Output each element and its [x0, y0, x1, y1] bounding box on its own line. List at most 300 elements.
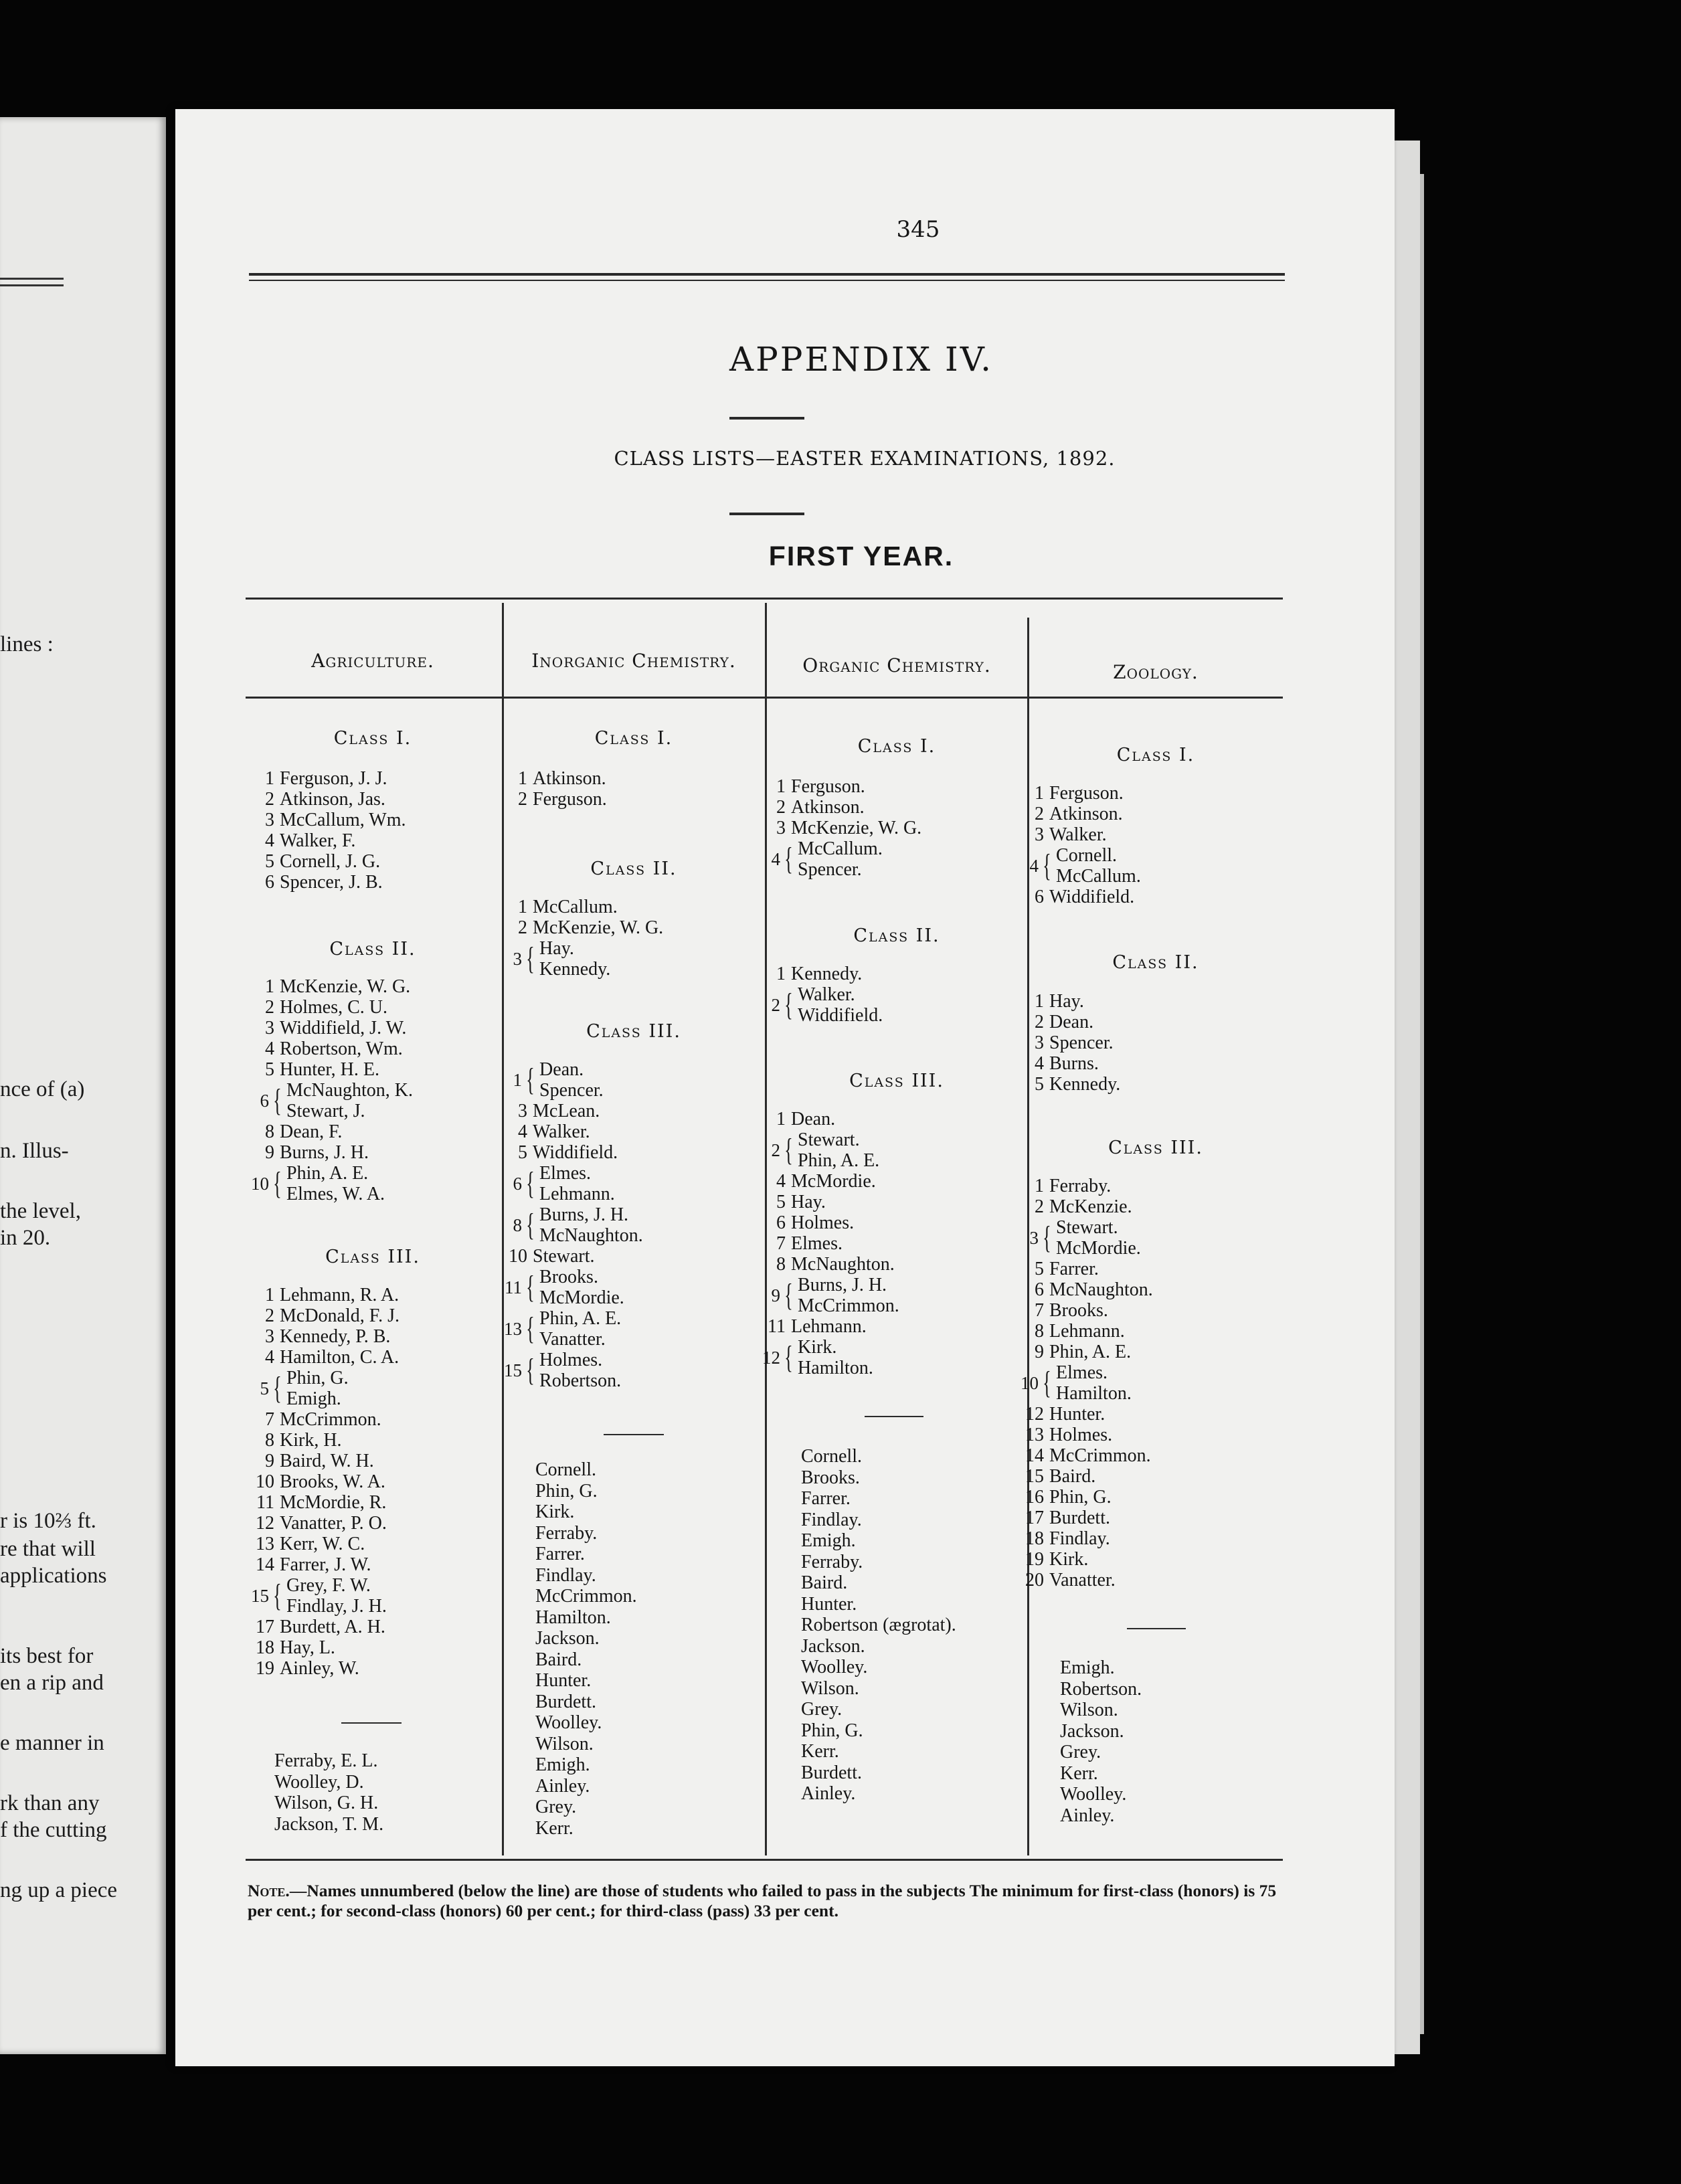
student-name: Hay.: [791, 1192, 826, 1212]
rank-number: 1: [1035, 783, 1044, 804]
rank-number: 9: [771, 1285, 780, 1305]
rank-number: 1: [518, 897, 527, 917]
ranked-entry: [762, 1254, 899, 1275]
class-list: [503, 897, 663, 980]
student-name: Lehmann.: [791, 1316, 867, 1337]
student-name: Burns, J. H.: [798, 1275, 887, 1295]
class-heading: Class I.: [594, 728, 673, 749]
student-name: Hunter.: [1049, 1404, 1105, 1425]
rank-number: 1: [513, 1069, 522, 1090]
tied-entry: [250, 1575, 400, 1617]
ranked-entry: [1020, 1466, 1153, 1487]
rank-number: 6: [1035, 1279, 1044, 1300]
tied-names: [1056, 1217, 1141, 1259]
rank-number: 7: [1035, 1300, 1044, 1321]
rank-number: 10: [251, 1173, 269, 1194]
student-name: Atkinson, Jas.: [280, 789, 385, 810]
rank-number: 3: [518, 1101, 527, 1121]
ranked-entry: [1020, 1321, 1153, 1342]
student-name: Phin, G.: [1049, 1487, 1112, 1508]
ranked-entry: [250, 976, 413, 997]
failed-student-name: Grey.: [1060, 1742, 1101, 1762]
rank-number: 3: [513, 948, 522, 969]
student-name: Elmes.: [1056, 1362, 1108, 1383]
rank-number: 19: [256, 1658, 274, 1679]
rank-number: 14: [256, 1554, 274, 1575]
rank-number: 1: [1035, 1176, 1044, 1196]
note-label: Note.: [248, 1881, 290, 1900]
student-name: McCallum, Wm.: [280, 810, 406, 830]
table-bottom-rule: [246, 1859, 1283, 1861]
student-name: Phin, G.: [286, 1368, 349, 1388]
class-list: [762, 1109, 899, 1378]
left-facing-page: [0, 117, 166, 2054]
tied-entry: [762, 1275, 899, 1316]
tie-brace: {: [526, 1207, 535, 1243]
failed-student-name: Emigh.: [1060, 1657, 1115, 1678]
failed-student-name: Ainley.: [801, 1783, 856, 1804]
failed-list: [274, 1750, 383, 1835]
failed-student-name: Phin, G.: [535, 1480, 598, 1502]
student-name: Burns, J. H.: [539, 1204, 629, 1225]
title-divider: [729, 513, 804, 515]
table-top-rule: [246, 598, 1283, 600]
tie-brace: {: [526, 1269, 535, 1305]
student-name: Dean.: [791, 1109, 836, 1129]
ranked-entry: [250, 789, 406, 810]
student-name: Vanatter.: [539, 1329, 606, 1350]
student-name: McDonald, F. J.: [280, 1305, 400, 1326]
student-name: Elmes.: [539, 1163, 592, 1184]
student-name: Ferraby.: [1049, 1176, 1112, 1196]
student-name: Dean, F.: [280, 1121, 343, 1142]
failed-student-name: Kerr.: [1060, 1762, 1098, 1784]
failed-student-name: Brooks.: [801, 1467, 860, 1488]
rank-number: 8: [1035, 1321, 1044, 1342]
rank-number: 1: [1035, 991, 1044, 1012]
ranked-entry: [762, 1212, 899, 1233]
student-name: McCallum.: [798, 838, 883, 859]
rank-number: 18: [1025, 1528, 1044, 1549]
failed-list: [801, 1446, 956, 1805]
rank-number: 6: [776, 1212, 786, 1233]
rank-number: 3: [1029, 1227, 1039, 1248]
failed-divider: [341, 1722, 402, 1724]
ranked-entry: [250, 1326, 400, 1347]
ranked-entry: [250, 872, 406, 893]
class-list: [1020, 991, 1120, 1095]
failed-list: [1060, 1657, 1142, 1826]
rank-number: 13: [504, 1318, 522, 1339]
header-rule: [249, 280, 1285, 281]
tied-names: [286, 1575, 387, 1617]
rank-number: 17: [1025, 1508, 1044, 1528]
failed-student-name: Kirk.: [535, 1502, 575, 1522]
ranked-entry: [1020, 1300, 1153, 1321]
left-page-fragment: the level,: [0, 1199, 81, 1223]
student-name: McKenzie, W. G.: [280, 976, 411, 997]
ranked-entry: [503, 1101, 643, 1121]
student-name: Farrer, J. W.: [280, 1554, 371, 1575]
page-number: 345: [896, 216, 940, 243]
rank-number: 1: [518, 768, 527, 789]
ranked-entry: [762, 797, 921, 818]
failed-student-name: Kerr.: [801, 1741, 839, 1762]
tied-entry: [503, 1267, 643, 1308]
student-name: Kennedy, P. B.: [280, 1326, 391, 1347]
rank-number: 13: [256, 1534, 274, 1554]
rank-number: 8: [776, 1254, 786, 1275]
left-page-fragment: lines :: [0, 632, 54, 656]
tied-names: [798, 1337, 873, 1378]
ranked-entry: [1020, 1176, 1153, 1196]
student-name: Lehmann.: [1049, 1321, 1125, 1342]
ranked-entry: [1020, 1259, 1153, 1279]
tied-names: [286, 1368, 349, 1409]
student-name: Ferguson, J. J.: [280, 768, 387, 789]
student-name: Kirk.: [1049, 1549, 1089, 1570]
class-list: [762, 776, 921, 880]
student-name: Stewart.: [798, 1129, 860, 1150]
ranked-entry: [1020, 1012, 1120, 1032]
class-list: [250, 1285, 400, 1679]
left-page-fragment: applications: [0, 1564, 107, 1588]
rank-number: 1: [776, 776, 786, 797]
rank-number: 2: [518, 789, 527, 810]
rank-number: 15: [504, 1360, 522, 1380]
tied-entry: [250, 1080, 413, 1121]
tied-entry: [250, 1163, 413, 1204]
tied-names: [539, 1204, 643, 1246]
student-name: Spencer.: [539, 1080, 604, 1101]
tied-names: [539, 1267, 624, 1308]
ranked-entry: [250, 768, 406, 789]
failed-student-name: Jackson, T. M.: [274, 1813, 384, 1835]
failed-student-name: Wilson.: [535, 1733, 594, 1754]
ranked-entry: [1020, 1425, 1153, 1445]
failed-student-name: Emigh.: [535, 1754, 590, 1775]
student-name: Stewart.: [1056, 1217, 1118, 1238]
student-name: McCrimmon.: [798, 1295, 899, 1316]
left-page-fragment: e manner in: [0, 1731, 104, 1755]
rank-number: 2: [1035, 804, 1044, 824]
failed-student-name: Woolley.: [535, 1712, 602, 1733]
student-name: Robertson.: [539, 1370, 622, 1391]
tied-names: [798, 1129, 879, 1171]
table-header-rule: [246, 697, 1283, 699]
student-name: Kerr, W. C.: [280, 1534, 365, 1554]
tie-brace: {: [273, 1166, 282, 1201]
tied-entry: [762, 838, 921, 880]
failed-divider: [604, 1434, 664, 1435]
student-name: Findlay.: [1049, 1528, 1110, 1549]
failed-student-name: Ferraby, E. L.: [274, 1750, 378, 1771]
student-name: Phin, A. E.: [539, 1308, 622, 1329]
student-name: Widdifield.: [798, 1005, 883, 1026]
rank-number: 4: [1029, 855, 1039, 876]
student-name: Burns.: [1049, 1053, 1099, 1074]
tied-entry: [762, 984, 883, 1026]
rank-number: 1: [265, 976, 274, 997]
tied-names: [539, 1350, 621, 1391]
student-name: Findlay, J. H.: [286, 1596, 387, 1617]
ranked-entry: [250, 1637, 400, 1658]
failed-student-name: Grey.: [801, 1699, 843, 1720]
tie-brace: {: [1043, 848, 1051, 883]
student-name: McKenzie, W. G.: [791, 818, 922, 838]
tie-brace: {: [1043, 1365, 1051, 1400]
tied-entry: [250, 1368, 400, 1409]
rank-number: 4: [1035, 1053, 1044, 1074]
ranked-entry: [1020, 1549, 1153, 1570]
student-name: Walker.: [798, 984, 855, 1005]
ranked-entry: [1020, 783, 1141, 804]
rank-number: 3: [265, 1326, 274, 1347]
ranked-entry: [250, 1018, 413, 1038]
tie-brace: {: [1043, 1220, 1051, 1255]
student-name: Hunter, H. E.: [280, 1059, 379, 1080]
student-name: Dean.: [1049, 1012, 1094, 1032]
ranked-entry: [250, 1430, 400, 1451]
tied-entry: [762, 1337, 899, 1378]
ranked-entry: [250, 1038, 413, 1059]
student-name: Walker, F.: [280, 830, 356, 851]
student-name: Phin, A. E.: [286, 1163, 369, 1184]
failed-divider: [865, 1416, 923, 1417]
student-name: Kirk.: [798, 1337, 837, 1358]
rank-number: 10: [1021, 1372, 1039, 1393]
failed-student-name: Woolley.: [1060, 1784, 1127, 1805]
student-name: Phin, A. E.: [798, 1150, 880, 1171]
class-heading: Class III.: [325, 1247, 420, 1267]
tied-names: [539, 1059, 604, 1101]
student-name: Spencer, J. B.: [280, 872, 383, 893]
student-name: Cornell, J. G.: [280, 851, 381, 872]
ranked-entry: [503, 1246, 643, 1267]
ranked-entry: [250, 851, 406, 872]
failed-student-name: Hamilton.: [535, 1607, 611, 1628]
tie-brace: {: [526, 1352, 535, 1388]
ranked-entry: [503, 768, 607, 789]
column-heading-agriculture: Agriculture.: [311, 650, 434, 672]
student-name: McNaughton, K.: [286, 1080, 414, 1101]
failed-list: [535, 1459, 637, 1839]
rank-number: 12: [1025, 1404, 1044, 1425]
failed-student-name: Findlay.: [801, 1509, 862, 1530]
tied-entry: [503, 938, 663, 980]
tie-brace: {: [273, 1578, 282, 1613]
rank-number: 1: [776, 964, 786, 984]
student-name: Atkinson.: [533, 768, 606, 789]
rank-number: 11: [256, 1492, 274, 1513]
rank-number: 8: [265, 1121, 274, 1142]
rank-number: 4: [518, 1121, 527, 1142]
ranked-entry: [250, 810, 406, 830]
rank-number: 3: [265, 810, 274, 830]
failed-student-name: Cornell.: [801, 1446, 862, 1467]
rank-number: 15: [251, 1585, 269, 1606]
class-heading: Class II.: [590, 858, 677, 879]
ranked-entry: [1020, 1570, 1153, 1590]
student-name: Hamilton.: [1056, 1383, 1132, 1404]
ranked-entry: [762, 1233, 899, 1254]
rank-number: 5: [265, 851, 274, 872]
failed-student-name: Wilson, G. H.: [274, 1793, 379, 1813]
tied-entry: [762, 1129, 899, 1171]
tied-names: [286, 1080, 413, 1121]
class-list: [1020, 783, 1141, 907]
student-name: McMordie.: [539, 1287, 624, 1308]
student-name: Baird, W. H.: [280, 1451, 374, 1471]
class-heading: Class I.: [333, 728, 412, 749]
failed-student-name: Hunter.: [535, 1670, 592, 1691]
student-name: Stewart.: [533, 1246, 595, 1267]
ranked-entry: [1020, 824, 1141, 845]
ranked-entry: [250, 1059, 413, 1080]
rank-number: 8: [513, 1214, 522, 1235]
tie-brace: {: [784, 1132, 793, 1168]
tie-brace: {: [784, 1277, 793, 1313]
class-list: [250, 768, 406, 893]
ranked-entry: [1020, 1279, 1153, 1300]
student-name: Kennedy.: [791, 964, 863, 984]
ranked-entry: [250, 1142, 413, 1163]
student-name: Robertson, Wm.: [280, 1038, 403, 1059]
failed-student-name: Jackson.: [535, 1628, 600, 1649]
rank-number: 5: [265, 1059, 274, 1080]
class-list: [503, 1059, 643, 1391]
ranked-entry: [250, 1451, 400, 1471]
left-page-rule: [0, 284, 64, 286]
tie-brace: {: [273, 1083, 282, 1118]
rank-number: 12: [762, 1347, 780, 1368]
rank-number: 2: [518, 917, 527, 938]
student-name: McMordie.: [1056, 1238, 1141, 1259]
student-name: Farrer.: [1049, 1259, 1099, 1279]
failed-student-name: Burdett.: [801, 1762, 862, 1783]
ranked-entry: [1020, 804, 1141, 824]
tie-brace: {: [273, 1370, 282, 1406]
class-heading: Class III.: [586, 1021, 681, 1042]
student-name: Hay.: [539, 938, 574, 959]
student-name: Burdett.: [1049, 1508, 1110, 1528]
student-name: Holmes.: [791, 1212, 855, 1233]
rank-number: 6: [513, 1173, 522, 1194]
student-name: Kennedy.: [539, 959, 611, 980]
rank-number: 5: [1035, 1259, 1044, 1279]
failed-student-name: Wilson.: [801, 1677, 859, 1699]
page-edge: [1395, 141, 1420, 2054]
ranked-entry: [503, 1142, 643, 1163]
tied-entry: [1020, 1362, 1153, 1404]
tied-entry: [1020, 845, 1141, 887]
student-name: Walker.: [533, 1121, 590, 1142]
failed-student-name: Jackson.: [801, 1635, 865, 1657]
student-name: Kennedy.: [1049, 1074, 1121, 1095]
tie-brace: {: [784, 841, 793, 877]
student-name: Brooks, W. A.: [280, 1471, 385, 1492]
class-heading: Class III.: [849, 1071, 944, 1091]
ranked-entry: [1020, 887, 1141, 907]
ranked-entry: [250, 1513, 400, 1534]
failed-student-name: Grey.: [535, 1797, 577, 1817]
student-name: Lehmann.: [539, 1184, 615, 1204]
class-list: [250, 976, 413, 1204]
tied-entry: [503, 1350, 643, 1391]
tied-entry: [503, 1204, 643, 1246]
class-heading: Class II.: [853, 925, 940, 946]
failed-student-name: Woolley.: [801, 1657, 868, 1677]
failed-student-name: Baird.: [801, 1572, 848, 1593]
tie-brace: {: [526, 1166, 535, 1201]
left-page-fragment: r is 10⅔ ft.: [0, 1509, 96, 1533]
ranked-entry: [503, 917, 663, 938]
student-name: Holmes, C. U.: [280, 997, 387, 1018]
failed-student-name: Findlay.: [535, 1564, 596, 1586]
left-page-fragment: en a rip and: [0, 1671, 104, 1695]
student-name: Dean.: [539, 1059, 584, 1080]
ranked-entry: [250, 830, 406, 851]
tied-entry: [1020, 1217, 1153, 1259]
left-page-fragment: its best for: [0, 1644, 94, 1668]
ranked-entry: [1020, 1404, 1153, 1425]
student-name: Emigh.: [286, 1388, 341, 1409]
rank-number: 7: [776, 1233, 786, 1254]
tied-entry: [503, 1163, 643, 1204]
tied-names: [539, 1308, 621, 1350]
rank-number: 4: [265, 830, 274, 851]
student-name: McKenzie.: [1049, 1196, 1132, 1217]
class-list: [762, 964, 883, 1026]
student-name: Widdifield.: [1049, 887, 1135, 907]
footnote: [248, 1881, 1292, 1921]
left-page-fragment: ng up a piece: [0, 1878, 118, 1902]
rank-number: 5: [776, 1192, 786, 1212]
rank-number: 19: [1025, 1549, 1044, 1570]
column-heading-organic-chemistry: Organic Chemistry.: [802, 654, 991, 676]
left-page-fragment: rk than any: [0, 1791, 100, 1815]
ranked-entry: [250, 1471, 400, 1492]
student-name: McKenzie, W. G.: [533, 917, 664, 938]
student-name: Hamilton, C. A.: [280, 1347, 400, 1368]
rank-number: 6: [260, 1090, 269, 1111]
document-page: [175, 109, 1395, 2066]
student-name: Burns, J. H.: [280, 1142, 369, 1163]
student-name: Spencer.: [1049, 1032, 1114, 1053]
rank-number: 1: [265, 768, 274, 789]
student-name: McCallum.: [533, 897, 618, 917]
rank-number: 2: [1035, 1196, 1044, 1217]
ranked-entry: [250, 1305, 400, 1326]
ranked-entry: [1020, 1032, 1120, 1053]
tie-brace: {: [526, 1062, 535, 1097]
rank-number: 10: [256, 1471, 274, 1492]
failed-student-name: Phin, G.: [801, 1720, 863, 1741]
rank-number: 6: [1035, 887, 1044, 907]
student-name: Burdett, A. H.: [280, 1617, 385, 1637]
student-name: Kirk, H.: [280, 1430, 342, 1451]
appendix-title: APPENDIX IV.: [729, 340, 993, 379]
rank-number: 2: [265, 789, 274, 810]
student-name: Cornell.: [1056, 845, 1118, 866]
tie-brace: {: [526, 941, 535, 976]
rank-number: 1: [265, 1285, 274, 1305]
student-name: Ferguson.: [533, 789, 607, 810]
rank-number: 20: [1025, 1570, 1044, 1590]
failed-divider: [1127, 1628, 1186, 1629]
failed-student-name: Farrer.: [801, 1488, 851, 1509]
failed-student-name: Robertson.: [1060, 1678, 1142, 1700]
